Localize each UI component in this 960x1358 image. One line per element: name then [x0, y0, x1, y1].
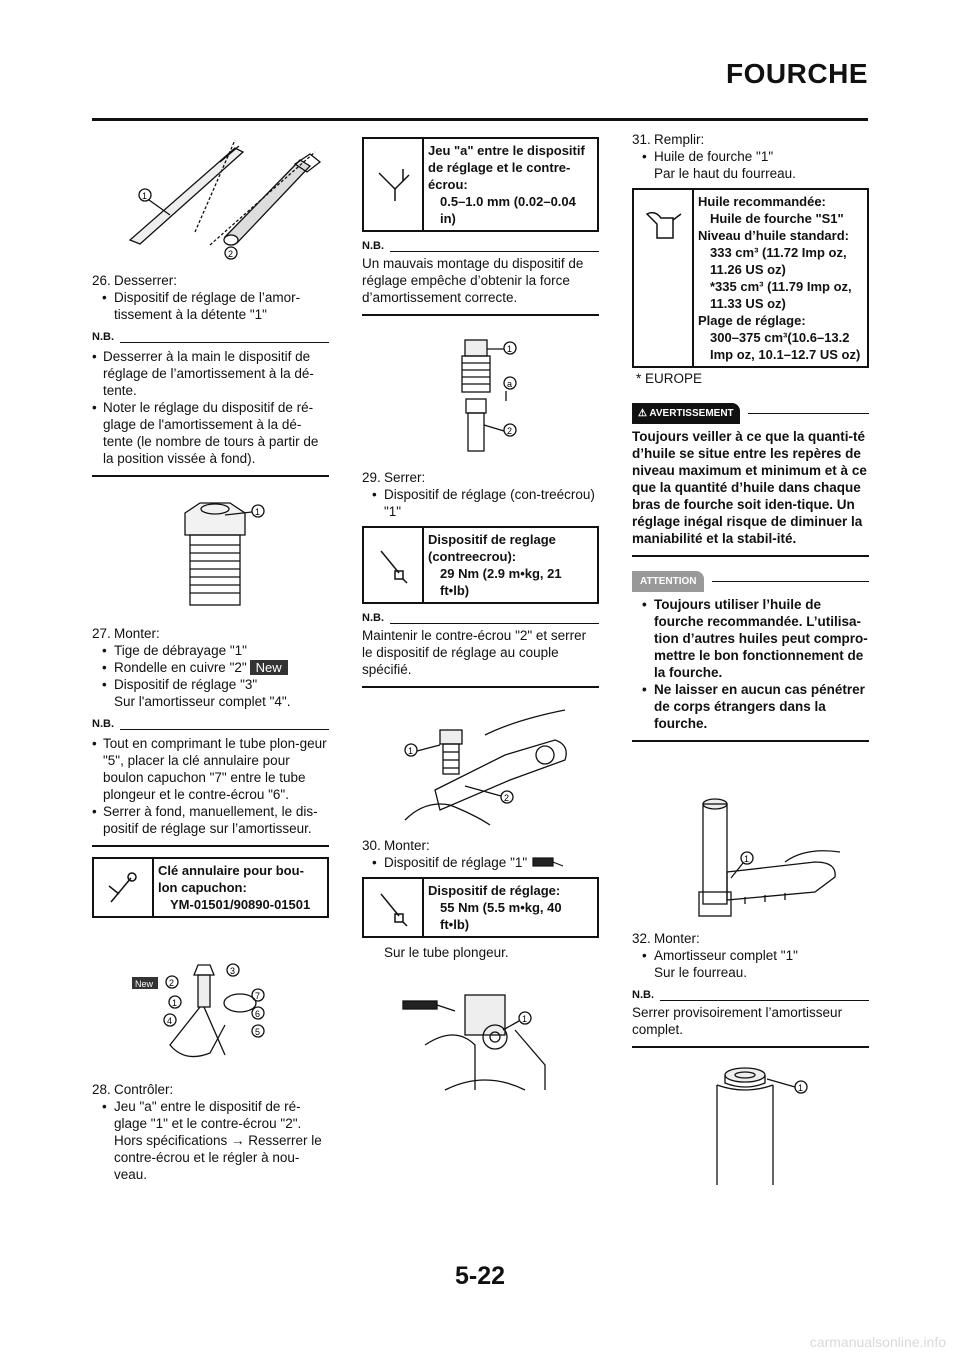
fig-adjuster-nut: [170, 495, 280, 615]
nb-text: Serrer provisoirement l’amortisseur complet.: [632, 1005, 843, 1037]
spec-label: Huile recommandée:: [698, 194, 826, 209]
nb-box: [92, 716, 329, 847]
wrench-symbol-icon: [531, 855, 565, 869]
spec-box: [362, 137, 599, 232]
fig-install-adjuster: [130, 945, 280, 1065]
wrench-icon: [94, 859, 154, 916]
nb-label: N.B.: [92, 331, 114, 343]
step-bullet: Dispositif de réglage "3": [114, 677, 258, 692]
step-title: Serrer:: [384, 470, 426, 485]
step-subtext: Hors spécifications → Resserrer le contre-écrou et le régler à nou-veau.: [114, 1133, 322, 1182]
svg-text:1: 1: [255, 507, 261, 517]
torque-spec-box: [362, 526, 599, 604]
step-bullet: Dispositif de réglage de l’amor-tissement à la détente "1": [114, 290, 301, 322]
page-title: FOURCHE: [726, 58, 868, 89]
nb-label: N.B.: [362, 240, 384, 252]
svg-text:1: 1: [744, 854, 750, 864]
step-subtext: Par le haut du fourreau.: [654, 166, 796, 181]
step-number: 32.: [632, 931, 651, 946]
nb-label: N.B.: [92, 718, 114, 730]
step-number: 28.: [92, 1082, 111, 1097]
svg-text:3: 3: [230, 966, 236, 976]
tool-name: Clé annulaire pour bou-lon capuchon:: [158, 863, 304, 895]
svg-text:6: 6: [255, 1009, 261, 1019]
step-subtext: Sur le fourreau.: [654, 965, 748, 980]
nb-box: [362, 610, 599, 688]
spec-value: 29 Nm (2.9 m•kg, 21 ft•lb): [440, 566, 562, 598]
step-number: 29.: [362, 470, 381, 485]
attention-item: Toujours utiliser l’huile de fourche recommandée. L’utilisa-tion d’autres huiles peut compro-mettre le bon fonctionnement de la fourche.: [654, 597, 868, 680]
svg-text:1: 1: [408, 746, 414, 756]
spec-value: 55 Nm (5.5 m•kg, 40 ft•lb): [440, 900, 562, 932]
torque-wrench-icon: [364, 528, 424, 602]
fig-damper-in-fork: [705, 1065, 825, 1190]
special-tool-box: [92, 857, 329, 918]
svg-text:1: 1: [172, 998, 178, 1008]
svg-text:1: 1: [142, 191, 148, 201]
nb-item: • Desserrer à la main le dispositif de réglage de l’amortissement à la dé-tente.: [92, 348, 329, 399]
step-number: 30.: [362, 838, 381, 853]
step-title: Monter:: [654, 931, 700, 946]
step-number: 31.: [632, 132, 651, 147]
step-title: Monter:: [114, 626, 160, 641]
oil-spec-box: [632, 188, 869, 368]
step-title: Remplir:: [654, 132, 705, 147]
nb-item: • Serrer à fond, manuellement, le dis-positif de réglage sur l’amortisseur.: [92, 803, 329, 837]
nb-text: Un mauvais montage du dispositif de réglage empêche d’obtenir la force d’amortissement correcte.: [362, 256, 584, 305]
attention-item: Ne laisser en aucun cas pénétrer de corps étrangers dans la fourche.: [654, 682, 865, 731]
warning-badge: ⚠ AVERTISSEMENT: [632, 403, 740, 424]
step-bullet: Jeu "a" entre le dispositif de ré-glage "1" et le contre-écrou "2".: [114, 1099, 302, 1131]
step-bullet: Dispositif de réglage (con-treécrou) "1": [384, 487, 595, 519]
svg-text:2: 2: [228, 249, 234, 259]
step-title: Contrôler:: [114, 1082, 174, 1097]
step-bullet: Huile de fourche "1": [654, 149, 774, 164]
svg-text:2: 2: [504, 793, 510, 803]
new-badge: New: [250, 660, 288, 675]
footnote: * EUROPE: [636, 371, 703, 386]
step-number: 26.: [92, 273, 111, 288]
new-badge: New: [135, 979, 154, 989]
watermark: carmanualsonline.info: [809, 1334, 946, 1350]
step-bullet: Amortisseur complet "1": [654, 948, 798, 963]
tool-number: YM-01501/90890-01501: [170, 897, 311, 912]
nb-box: [362, 238, 599, 316]
nb-label: N.B.: [632, 989, 654, 1001]
fig-rod-damper: [115, 140, 325, 265]
spec-value: 333 cm³ (11.72 Imp oz, 11.26 US oz): [710, 245, 847, 277]
svg-text:2: 2: [507, 426, 513, 436]
spec-label: Jeu "a" entre le dispositif de réglage et le contre-écrou:: [428, 143, 585, 192]
warning-icon: ⚠: [638, 408, 650, 419]
torque-spec-box: [362, 877, 599, 938]
spec-label: Dispositif de réglage:: [428, 883, 561, 898]
nb-text: Maintenir le contre-écrou "2" et serrer le dispositif de réglage au couple spécifié.: [362, 628, 587, 677]
fig-tighten-locknut: [395, 700, 575, 830]
fig-gap-a: [440, 335, 530, 455]
svg-text:2: 2: [169, 978, 175, 988]
nb-label: N.B.: [362, 612, 384, 624]
oil-can-icon: [634, 190, 694, 366]
fig-fill-oil: [665, 792, 845, 922]
spec-value: 0.5–1.0 mm (0.02–0.04 in): [440, 194, 576, 226]
step-title: Desserrer:: [114, 273, 178, 288]
step-bullet: Tige de débrayage "1": [114, 643, 247, 658]
nb-item: • Tout en comprimant le tube plon-geur "5", placer la clé annulaire pour boulon capuchon "7" entre le tube plongeur et le contre-écrou "6".: [92, 735, 329, 803]
nb-item: • Noter le réglage du dispositif de ré-glage de l'amortissement à la dé-tente (le nombre de tours à partir de la position vissée à fond).: [92, 399, 329, 467]
attention-badge: ATTENTION: [632, 571, 704, 592]
spec-label: Niveau d’huile standard:: [698, 228, 849, 243]
nb-box: [92, 329, 329, 477]
spec-value: 300–375 cm³(10.6–13.2 Imp oz, 10.1–12.7 US oz): [710, 330, 861, 362]
step-number: 27.: [92, 626, 111, 641]
step-subtext: Sur le tube plongeur.: [384, 945, 509, 960]
svg-text:1: 1: [507, 344, 513, 354]
svg-text:1: 1: [522, 1014, 528, 1024]
fig-install-on-tube: [395, 985, 575, 1095]
svg-text:4: 4: [167, 1016, 173, 1026]
nb-box: [632, 987, 869, 1048]
step-title: Monter:: [384, 838, 430, 853]
torque-wrench-icon: [364, 879, 424, 936]
warning-text: Toujours veiller à ce que la quanti-té d’huile se situe entre les repères de niveau maximum et minimum et à ce que la quantité d’huile dans chaque bras de fourche soit iden-tique. Un réglage inégal risque de diminuer la maniabilité et la stabil-ité.: [632, 424, 869, 557]
svg-text:5: 5: [255, 1027, 261, 1037]
header-rule: [92, 118, 868, 121]
svg-text:7: 7: [255, 991, 261, 1001]
step-bullet: Dispositif de réglage "1": [384, 855, 528, 870]
spec-value: *335 cm³ (11.79 Imp oz, 11.33 US oz): [710, 279, 852, 311]
svg-text:a: a: [507, 379, 513, 389]
caliper-icon: [364, 139, 424, 230]
step-subtext: Sur l'amortisseur complet "4".: [114, 694, 291, 709]
svg-text:1: 1: [798, 1083, 804, 1093]
spec-label: Plage de réglage:: [698, 313, 806, 328]
attention-box: • Toujours utiliser l’huile de fourche recommandée. L’utilisa-tion d’autres huiles peut compro-mettre le bon fonctionnement de la fourche. • Ne laisser en aucun cas pénétrer de corps étrangers dans la fourche.: [632, 592, 869, 742]
page-number: 5-22: [454, 1262, 506, 1290]
step-bullet: Rondelle en cuivre "2": [114, 660, 247, 675]
spec-label: Dispositif de reglage (contreecrou):: [428, 532, 556, 564]
spec-value: Huile de fourche "S1": [710, 211, 844, 226]
